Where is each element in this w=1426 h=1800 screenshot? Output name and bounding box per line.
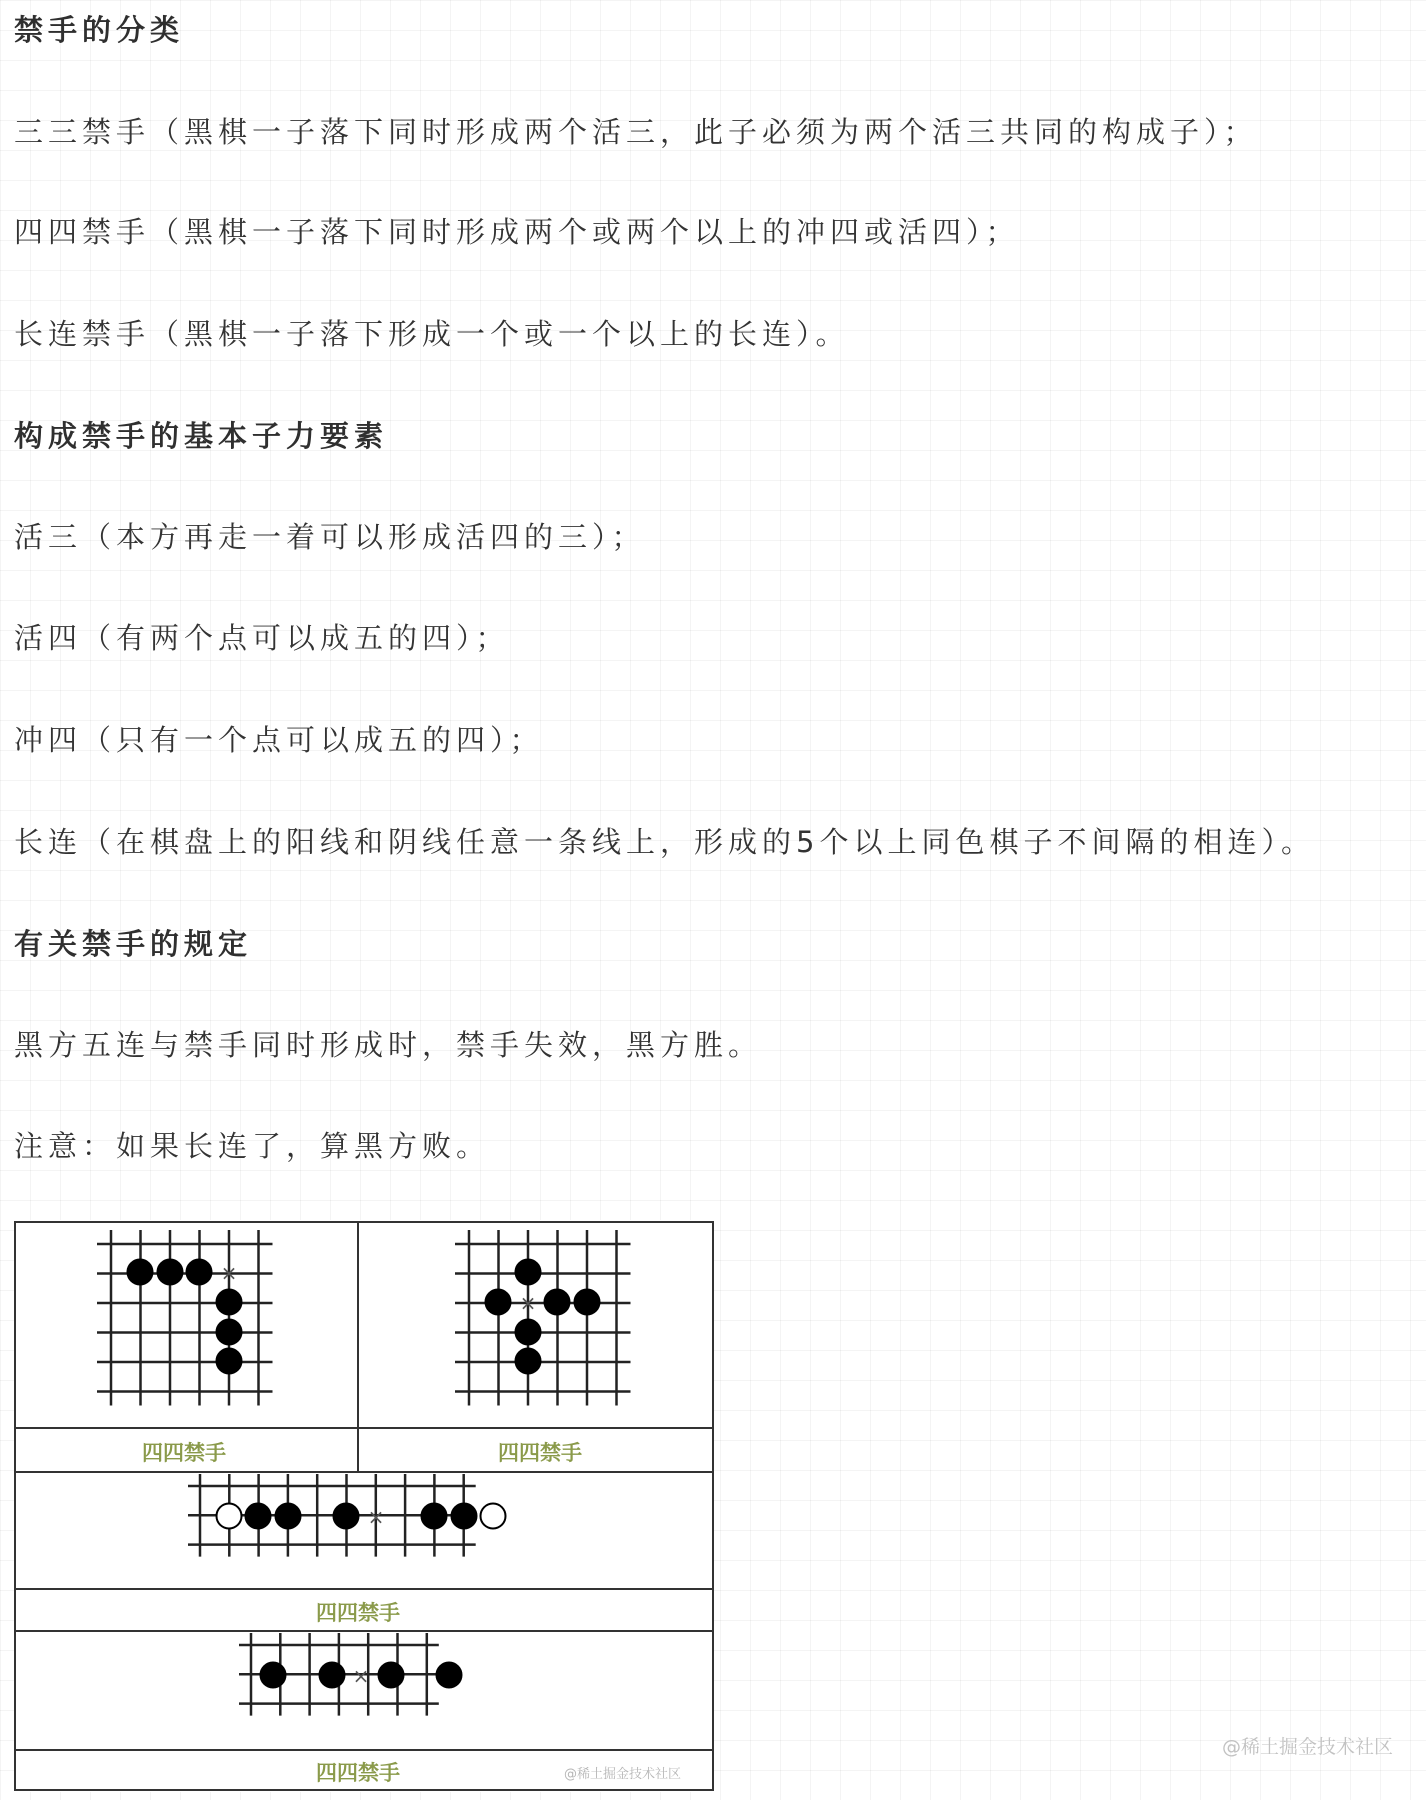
black-stone <box>217 1290 242 1315</box>
black-stone <box>128 1260 153 1285</box>
caption-diagram-3: 四四禁手 <box>316 1601 400 1625</box>
black-stone <box>261 1663 286 1688</box>
diagram-watermark: @稀土掘金技术社区 <box>564 1767 682 1782</box>
forbidden-move-diagram <box>14 1220 714 1792</box>
black-stone <box>545 1290 570 1315</box>
black-stone <box>379 1663 404 1688</box>
black-stone <box>452 1504 477 1529</box>
forbidden-point-mark: × <box>519 1291 537 1315</box>
heading-forbidden-classification: 禁手的分类 <box>14 13 185 47</box>
paragraph-overline: 长连禁手（黑棋一子落下形成一个或一个以上的长连）。 <box>14 317 850 351</box>
black-stone <box>187 1260 212 1285</box>
black-stone <box>276 1504 301 1529</box>
forbidden-point-mark: × <box>352 1664 370 1688</box>
forbidden-point-mark: × <box>220 1261 238 1285</box>
black-stone <box>516 1320 541 1345</box>
paragraph-rule-five: 黑方五连与禁手同时形成时，禁手失效，黑方胜。 <box>14 1028 763 1062</box>
black-stone <box>158 1260 183 1285</box>
black-stone <box>575 1290 600 1315</box>
black-stone <box>334 1504 359 1529</box>
paragraph-rush-four: 冲四（只有一个点可以成五的四）； <box>14 723 544 757</box>
heading-basic-elements: 构成禁手的基本子力要素 <box>14 419 389 453</box>
paragraph-double-three: 三三禁手（黑棋一子落下同时形成两个活三，此子必须为两个活三共同的构成子）； <box>14 115 1258 149</box>
black-stone <box>516 1349 541 1374</box>
caption-diagram-4: 四四禁手 <box>316 1761 400 1785</box>
white-stone <box>481 1504 506 1529</box>
diagram-svg <box>14 1220 714 1792</box>
paragraph-note: 注意：如果长连了，算黑方败。 <box>14 1129 491 1163</box>
white-stone <box>217 1504 242 1529</box>
black-stone <box>246 1504 271 1529</box>
paragraph-live-three: 活三（本方再走一着可以形成活四的三）； <box>14 520 646 554</box>
page-watermark: @稀土掘金技术社区 <box>1222 1736 1394 1758</box>
paragraph-double-four: 四四禁手（黑棋一子落下同时形成两个或两个以上的冲四或活四）； <box>14 215 1020 249</box>
black-stone <box>422 1504 447 1529</box>
black-stone <box>516 1260 541 1285</box>
caption-diagram-2: 四四禁手 <box>498 1441 582 1465</box>
caption-diagram-1: 四四禁手 <box>142 1441 226 1465</box>
black-stone <box>217 1349 242 1374</box>
paragraph-live-four: 活四（有两个点可以成五的四）； <box>14 621 510 655</box>
black-stone <box>217 1320 242 1345</box>
black-stone <box>437 1663 462 1688</box>
forbidden-point-mark: × <box>367 1505 385 1529</box>
black-stone <box>486 1290 511 1315</box>
heading-rules: 有关禁手的规定 <box>14 927 253 961</box>
paragraph-long-connection: 长连（在棋盘上的阳线和阴线任意一条线上，形成的5个以上同色棋子不间隔的相连）。 <box>14 825 1315 859</box>
black-stone <box>320 1663 345 1688</box>
